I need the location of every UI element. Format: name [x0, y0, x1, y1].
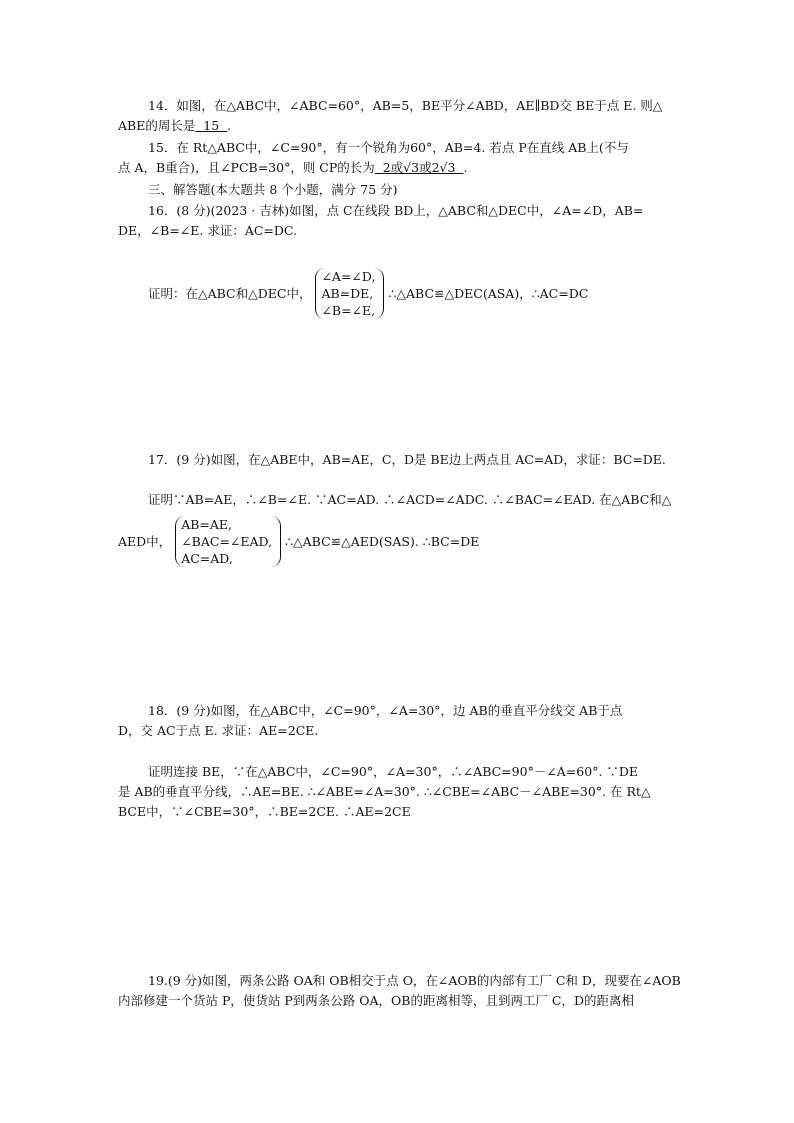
q18-line-1: 18．(9 分)如图，在△ABC中，∠C=90°，∠A=30°，边 AB的垂直平分线交 AB于点: [148, 703, 623, 718]
q18-line-2: D，交 AC于点 E. 求证：AE=2CE.: [118, 723, 319, 738]
q15-answer: [375, 160, 464, 175]
q14-answer-value: 15: [203, 118, 220, 133]
q18-proof-line-2: 是 AB的垂直平分线，∴AE=BE. ∴∠ABE=∠A=30°. ∴∠CBE=∠ABC－∠ABE=30°. 在 Rt△: [118, 784, 651, 799]
q14-line-2: [118, 116, 678, 136]
q17-proof-intro: AED中，: [118, 533, 172, 549]
q16-line-2: DE，∠B=∠E. 求证：AC=DC.: [118, 223, 298, 238]
q16-proof-conclusion: ∴△ABC≌△DEC(ASA)，∴AC=DC: [388, 285, 589, 301]
q14-answer: [195, 118, 227, 133]
q16-condition-3: ∠B=∠E,: [321, 303, 376, 318]
question-17: [118, 450, 678, 470]
q14-text: ABE的周长是: [118, 118, 196, 133]
q16-line-1: 16．(8 分)(2023 · 吉林)如图，点 C在线段 BD上，△ABC和△DEC中，∠A=∠D，AB=: [148, 203, 644, 218]
q17-condition-2: ∠BAC=∠EAD,: [181, 534, 273, 549]
q17-proof-line-1-block: [118, 490, 678, 510]
q18-proof-line-1: 证明连接 BE，∵在△ABC中，∠C=90°，∠A=30°，∴∠ABC=90°－∠A=60°. ∵DE: [148, 764, 639, 779]
question-16: [118, 201, 678, 241]
q18-proof: [118, 762, 678, 822]
q16-condition-1: ∠A=∠D,: [321, 269, 376, 284]
q17-condition-1: AB=AE,: [181, 517, 232, 532]
q14-period: .: [227, 118, 232, 133]
q16-proof-intro: 证明：在△ABC和△DEC中，: [148, 285, 312, 301]
q17-equation-system: [175, 516, 281, 567]
q17-proof: [118, 516, 479, 567]
q16-equation-system: [315, 268, 384, 319]
q17-proof-conclusion: ∴△ABC≌△AED(SAS). ∴BC=DE: [285, 533, 480, 549]
question-15: [118, 138, 678, 178]
question-18: [118, 701, 678, 741]
q15-text: 点 A，B重合)，且∠PCB=30°，则 CP的长为: [118, 160, 375, 175]
q17-proof-line-1: 证明∵AB=AE，∴∠B=∠E. ∵AC=AD. ∴∠ACD=∠ADC. ∴∠BAC=∠EAD. 在△ABC和△: [148, 492, 672, 507]
q15-line-1: 15．在 Rt△ABC中，∠C=90°，有一个锐角为60°，AB=4. 若点 P在直线 AB上(不与: [148, 140, 629, 155]
q14-line-1: 14．如图，在△ABC中，∠ABC=60°，AB=5，BE平分∠ABD，AE∥BD交 BE于点 E. 则△: [148, 98, 663, 113]
q19-line-1: 19.(9 分)如图，两条公路 OA和 OB相交于点 O，在∠AOB的内部有工厂 C和 D，现要在∠AOB: [148, 973, 681, 988]
q15-line-2: [118, 158, 678, 178]
question-19: [118, 971, 681, 1011]
question-14: [118, 96, 678, 136]
q18-proof-line-3: BCE中，∵∠CBE=30°，∴BE=2CE. ∴AE=2CE: [118, 804, 411, 819]
q17-condition-3: AC=AD,: [181, 551, 233, 566]
q16-proof: [148, 268, 588, 319]
q19-line-2: 内部修建一个货站 P，使货站 P到两条公路 OA，OB的距离相等，且到两工厂 C，D的距离相: [118, 993, 635, 1008]
q17-line-1: 17．(9 分)如图，在△ABE中，AB=AE，C，D是 BE边上两点且 AC=AD，求证：BC=DE.: [148, 452, 666, 467]
q15-answer-value: 2或√3或2√3: [382, 160, 456, 175]
q16-condition-2: AB=DE,: [321, 286, 374, 301]
q15-period: .: [463, 160, 468, 175]
section-3-heading: [118, 180, 678, 200]
section-3-title: 三、解答题(本大题共 8 个小题，满分 75 分): [148, 182, 398, 197]
